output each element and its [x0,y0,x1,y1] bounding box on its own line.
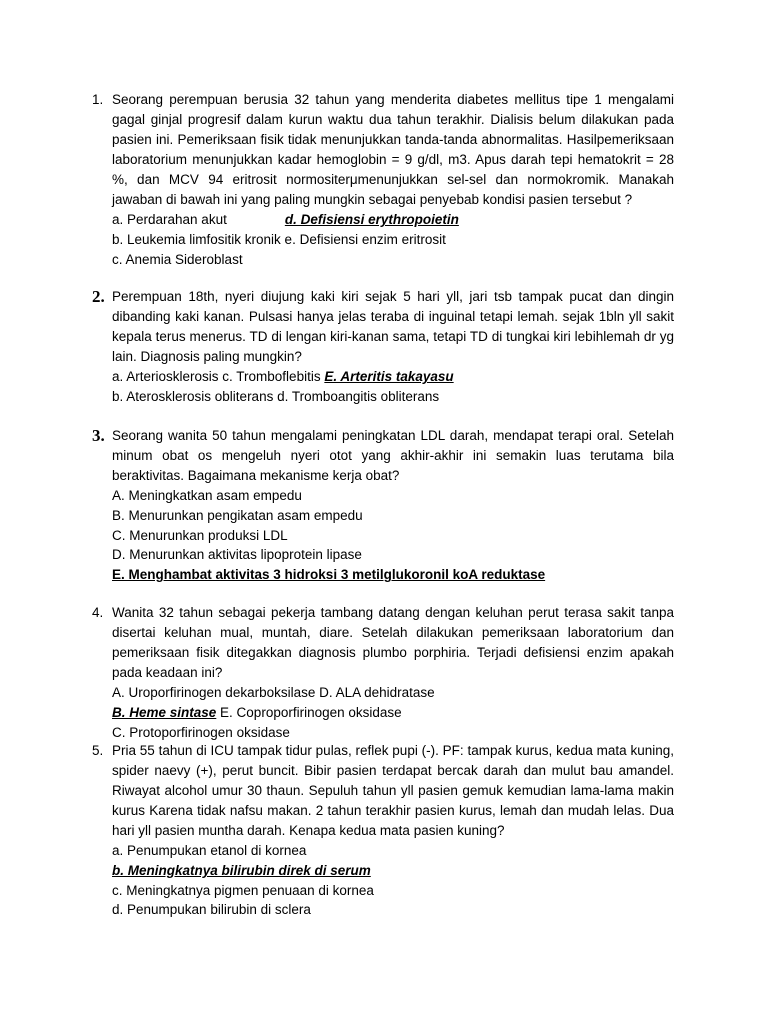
option-d: D. Menurunkan aktivitas lipoprotein lipase [112,547,362,563]
option-a-c: a. Arteriosklerosis c. Tromboflebitis [112,369,321,384]
question-stem: Perempuan 18th, nyeri diujung kaki kiri sejak 5 hari yll, jari tsb tampak pucat dan dingin dibanding kaki kanan. Pulsasi hanya jelas teraba di inguinal tetapi lemah. sejak 1bln yll sakit kepala terus menerus. TD di lengan kiri-kanan sama, tetapi TD di tungkai kiri lebihlemah dr yg lain. Diagnosis paling mungkin? [112,289,674,364]
option-c: c. Meningkatnya pigmen penuaan di kornea [112,882,374,898]
option-c: c. Anemia Sideroblast [112,251,243,267]
option-a: a. Perdarahan akut [112,212,227,227]
question-1 [92,90,674,269]
option-list [112,486,674,585]
option-list [112,367,674,407]
option-a-d: A. Uroporfirinogen dekarboksilase D. ALA dehidratase [112,685,435,700]
question-number: 2. [92,287,105,306]
option-e: E. Coproporfirinogen oksidase [216,704,402,720]
question-number: 1. [92,92,104,107]
option-list [112,210,674,269]
answer-option: d. Defisiensi erythropoietin [284,212,459,227]
option-a: A. Meningkatkan asam empedu [112,488,302,503]
question-stem: Wanita 32 tahun sebagai pekerja tambang datang dengan keluhan perut terasa sakit tanpa disertai keluhan mual, muntah, diare. Setelah dilakukan pemeriksaan laboratorium dan pemeriksaan fisik ditegakkan diagnosis plumbo porphiria. Terjadi defisiensi enzim apakah pada keadaan ini? [112,605,674,680]
answer-option: E. Menghambat aktivitas 3 hidroksi 3 metilglukoronil koA reduktase [112,567,546,583]
question-stem: Seorang perempuan berusia 32 tahun yang menderita diabetes mellitus tipe 1 mengalami gagal ginjal progresif dalam kurun waktu dua tahun terakhir. Dialisis belum dilakukan pada pasien ini. Pemeriksaan fisik tidak menunjukkan tanda-tanda abnormalitas. Hasilpemeriksaan laboratorium menunjukkan kadar hemoglobin = 9 g/dl, m3. Apus darah tepi hematokrit = 28 %, dan MCV 94 eritrosit normositerμmenunjukkan sel-sel dan normokromik. Manakah jawaban di bawah ini yang paling mungkin sebagai penyebab kondisi pasien tersebut ? [112,92,674,207]
option-a: a. Penumpukan etanol di kornea [112,843,307,858]
question-stem: Seorang wanita 50 tahun mengalami peningkatan LDL darah, mendapat terapi oral. Setelah minum obat os mengeluh nyeri otot yang akhir-akhir ini semakin luas terutama bila beraktivitas. Bagaimana mekanisme kerja obat? [112,428,674,483]
question-stem: Pria 55 tahun di ICU tampak tidur pulas, reflek pupi (-). PF: tampak kurus, kedua mata kuning, spider naevy (+), perut buncit. Bibir pasien terdapat bercak darah dan mulut bau amandel. Riwayat alcohol umur 30 thaun. Sepuluh tahun yll pasien gemuk kemudian lama-lama makin kurus Karena tidak nafsu makan. 2 tahun terakhir pasien kurus, lemah dan mudah lelas. Dua hari yll pasien muntha darah. Kenapa kedua mata pasien kuning? [112,743,674,838]
question-number: 3. [92,426,105,445]
answer-option: B. Heme sintase [112,704,217,720]
question-2 [92,287,674,407]
option-b-e: b. Leukemia limfositik kronik e. Defisiensi enzim eritrosit [112,231,446,247]
option-b: B. Menurunkan pengikatan asam empedu [112,507,363,523]
question-4 [92,603,674,742]
question-5 [92,741,674,920]
answer-option: b. Meningkatnya bilirubin direk di serum [112,862,371,878]
option-list [112,683,674,742]
option-c: C. Menurunkan produksi LDL [112,527,288,543]
answer-option: E. Arteritis takayasu [324,369,454,384]
question-3 [92,426,674,585]
option-b-d: b. Aterosklerosis obliterans d. Tromboangitis obliterans [112,388,440,404]
option-list [112,841,674,920]
option-c: C. Protoporfirinogen oksidase [112,724,290,740]
question-number: 4. [92,605,104,620]
question-number: 5. [92,743,104,758]
option-d: d. Penumpukan bilirubin di sclera [112,902,311,918]
